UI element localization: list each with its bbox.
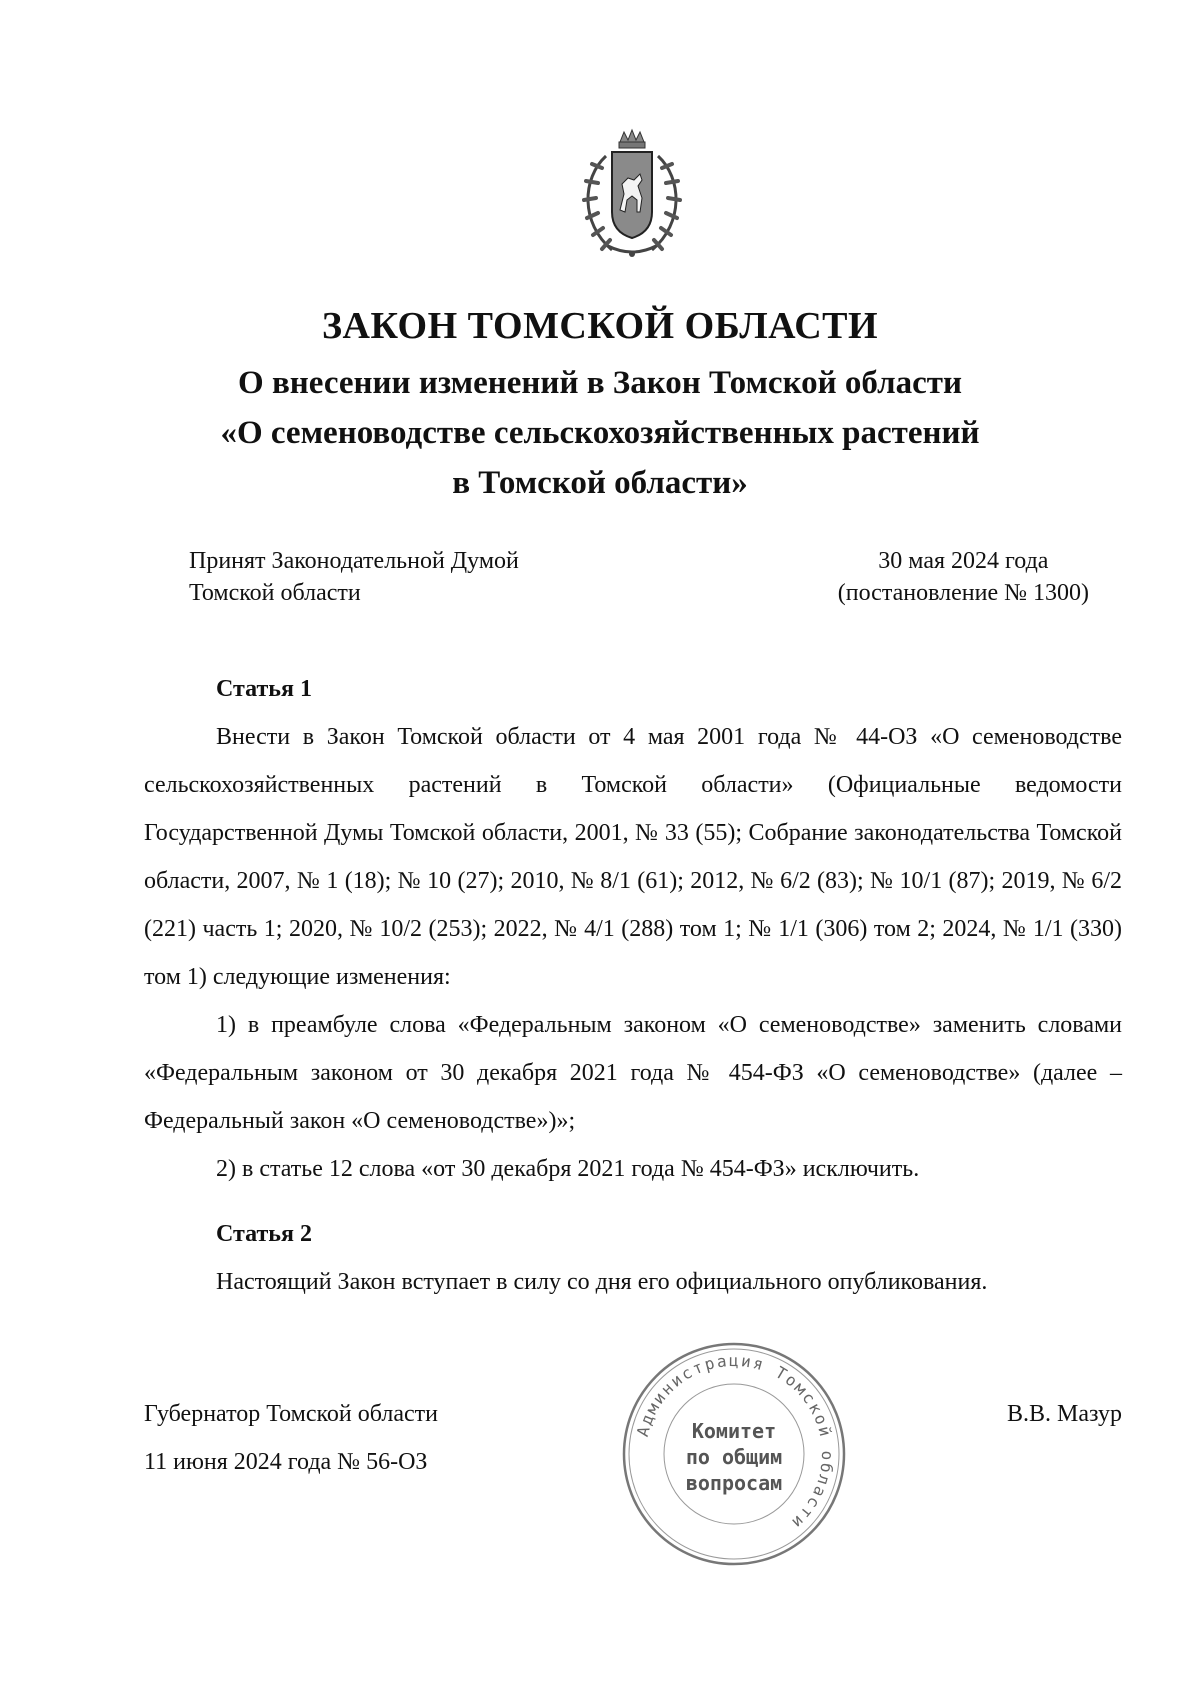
article-1-item-2: 2) в статье 12 слова «от 30 декабря 2021 года № 454-ФЗ» исключить. [216,1156,920,1182]
adopting-body-line: Томской области [189,580,361,606]
adoption-date-text: 30 мая 2024 года [878,548,1049,574]
adopting-body-line: Принят Законодательной Думой [189,548,519,574]
article-2 [144,1210,1122,1306]
article-1-intro-rest: сельскохозяйственных растений в Томской области» (Официальные ведомости Государственной Думы Томской области, 2001, № 33 (55); Собрание законодательства Томской области, 2007, № 1 (18); № 10 (27); 2010, № 8/1 (61); 2012, № 6/2 (83); № 10/1 (87); 2019, № 6/2 (221) часть 1; 2020, № 10/2 (253); 2022, № 4/1 (288) том 1; № 1/1 (306) том 2; 2024, № 1/1 (330) том 1) следующие изменения: [144,772,1122,990]
subtitle-line: «О семеноводстве сельскохозяйственных растений [220,415,980,451]
article-1-heading: Статья 1 [216,676,312,702]
article-2-heading: Статья 2 [216,1221,312,1247]
stamp-center-line: Комитет [691,1419,777,1443]
adopting-body [189,545,519,609]
subtitle-line: О внесении изменений в Закон Томской области [238,365,962,401]
tomsk-region-coat-of-arms-icon [562,128,702,268]
stamp-center-text [620,1418,848,1496]
article-2-text: Настоящий Закон вступает в силу со дня его официального опубликования. [216,1269,988,1295]
article-1-item-1: 1) в преамбуле слова «Федеральным законом «О семеноводстве» заменить словами «Федеральным законом от 30 декабря 2021 года № 454-ФЗ «О семеноводстве» (далее – Федеральный закон «О семеноводстве»)»; [144,1012,1122,1134]
adoption-date [838,545,1089,609]
document-title: ЗАКОН ТОМСКОЙ ОБЛАСТИ [321,305,879,347]
title-block [0,300,1200,508]
stamp-ring-text: Администрация Томской области [632,1350,838,1534]
article-1-intro-line1: Внести в Закон Томской области от 4 мая 2001 года № 44-ОЗ «О семеноводстве [216,724,1122,750]
document-subtitle [0,358,1200,508]
resolution-number: (постановление № 1300) [837,580,1089,606]
subtitle-line: в Томской области» [452,465,748,501]
stamp-center-line: вопросам [685,1471,783,1495]
article-1-intro [144,713,1122,761]
signatory-position: Губернатор Томской области [144,1401,438,1427]
article-1 [144,665,1122,1193]
official-stamp [620,1340,848,1568]
law-date-number: 11 июня 2024 года № 56-ОЗ [144,1449,428,1475]
signatory-name: В.В. Мазур [1007,1401,1122,1427]
signatory-info [144,1390,438,1486]
stamp-center-line: по общим [685,1445,783,1469]
